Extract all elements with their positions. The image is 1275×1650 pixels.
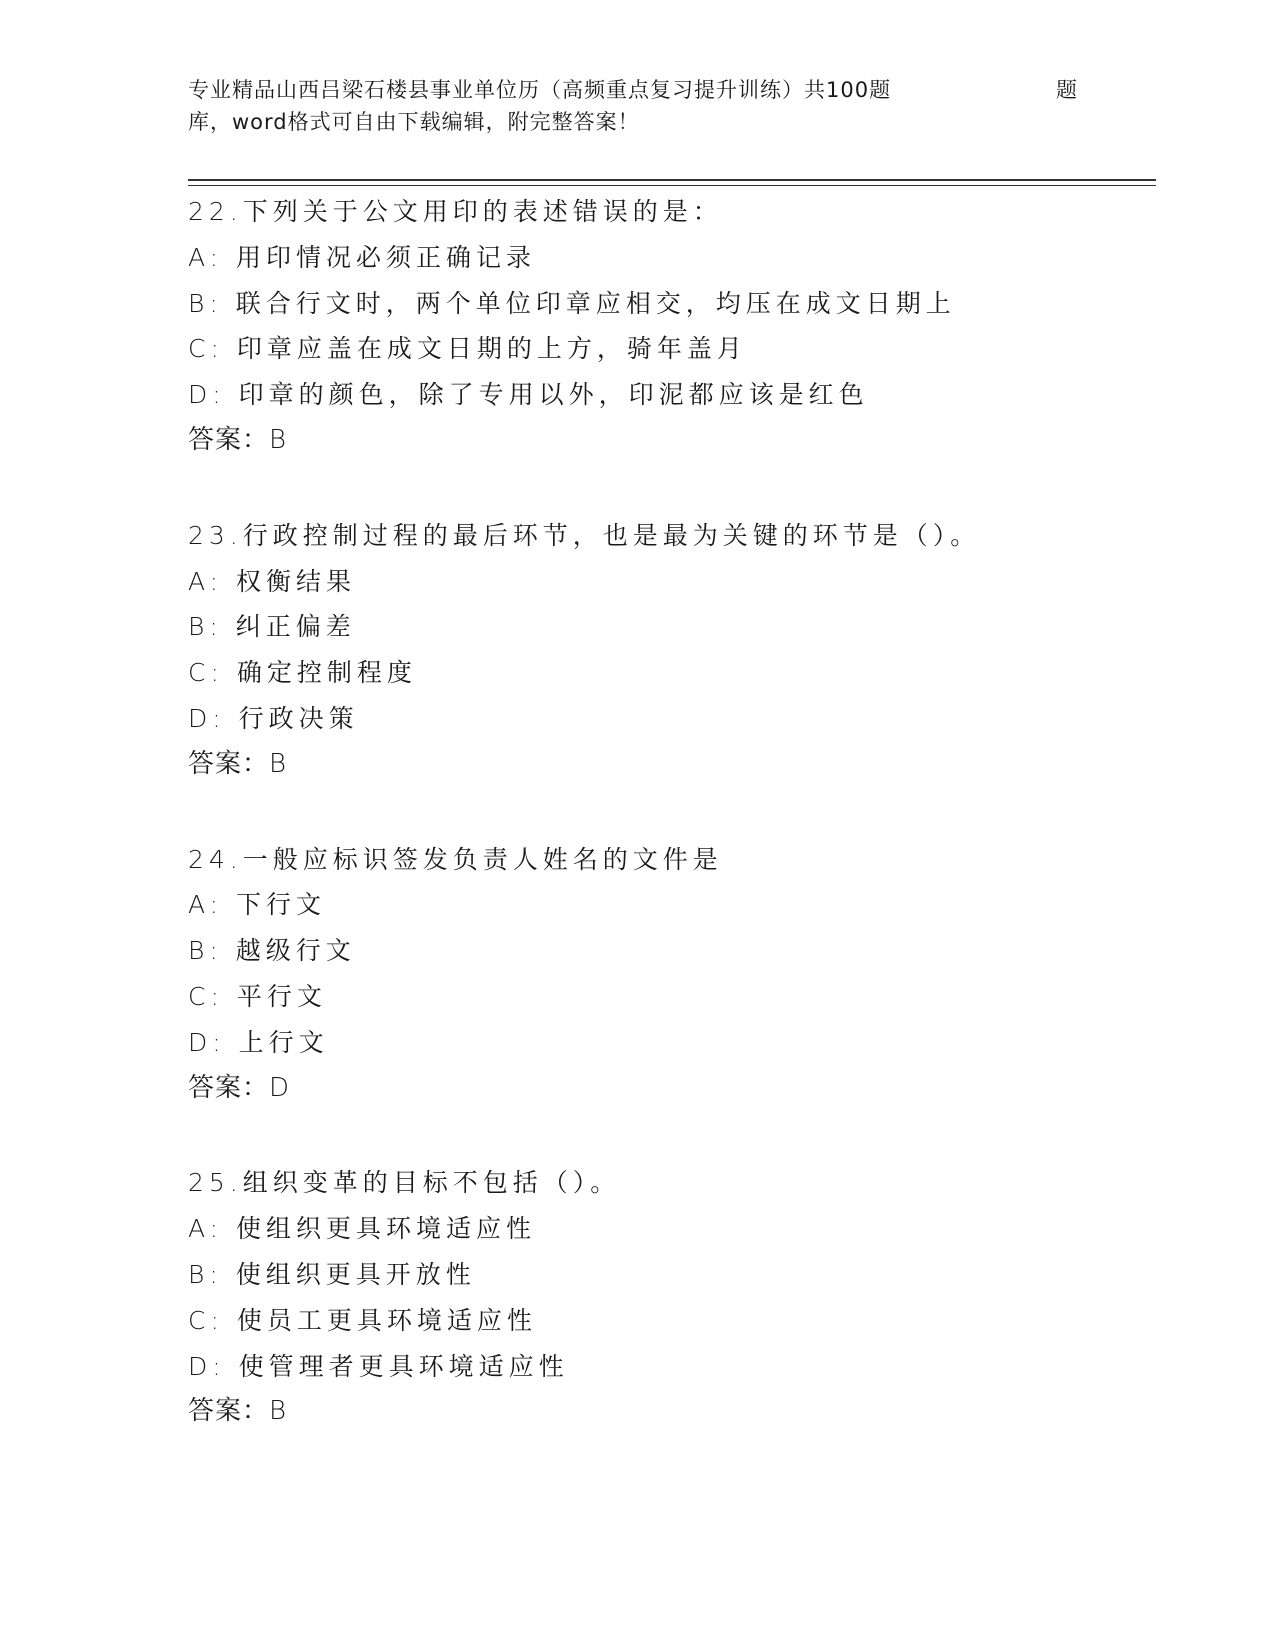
document-header [188, 74, 1088, 138]
question-stem: 24.一般应标识签发负责人姓名的文件是 [188, 844, 723, 874]
header-divider-bottom [188, 185, 1156, 186]
question-stem: 25.组织变革的目标不包括（）。 [188, 1168, 621, 1198]
answer: 答案：B [188, 1396, 288, 1427]
option-b: B: 越级行文 [188, 936, 356, 966]
option-a: A: 下行文 [188, 890, 327, 920]
question-list [188, 189, 1148, 1484]
option-d: D: 使管理者更具环境适应性 [188, 1351, 569, 1381]
option-d: D: 行政决策 [188, 703, 359, 733]
question-25 [188, 1160, 1148, 1435]
question-stem: 22.下列关于公文用印的表述错误的是： [188, 197, 723, 226]
option-b: B: 纠正偏差 [188, 612, 356, 642]
option-c: C: 确定控制程度 [188, 658, 417, 688]
option-c: C: 平行文 [188, 981, 327, 1011]
option-d: D: 印章的颜色，除了专用以外，印泥都应该是红色 [188, 380, 869, 410]
answer: 答案：B [188, 748, 288, 779]
option-b: B: 使组织更具开放性 [188, 1259, 476, 1289]
option-d: D: 上行文 [188, 1027, 329, 1057]
question-22 [188, 189, 1148, 464]
header-divider-top [188, 179, 1156, 181]
option-a: A: 用印情况必须正确记录 [188, 242, 537, 272]
option-c: C: 印章应盖在成文日期的上方，骑年盖月 [188, 334, 747, 364]
answer: 答案：B [188, 424, 288, 455]
question-stem: 23.行政控制过程的最后环节，也是最为关键的环节是（）。 [188, 520, 981, 550]
question-24 [188, 837, 1148, 1112]
header-line-2: 库，word格式可自由下载编辑，附完整答案！ [188, 110, 640, 134]
option-a: A: 使组织更具环境适应性 [188, 1214, 537, 1244]
header-title: 专业精品山西吕梁石楼县事业单位历（高频重点复习提升训练）共100题 [188, 78, 892, 102]
question-23 [188, 513, 1148, 788]
header-title-trail: 题 [1056, 78, 1078, 102]
option-a: A: 权衡结果 [188, 566, 357, 596]
option-c: C: 使员工更具环境适应性 [188, 1305, 537, 1335]
answer: 答案：D [188, 1072, 291, 1103]
header-line-1 [188, 74, 1088, 106]
option-b: B: 联合行文时，两个单位印章应相交，均压在成文日期上 [188, 288, 956, 318]
